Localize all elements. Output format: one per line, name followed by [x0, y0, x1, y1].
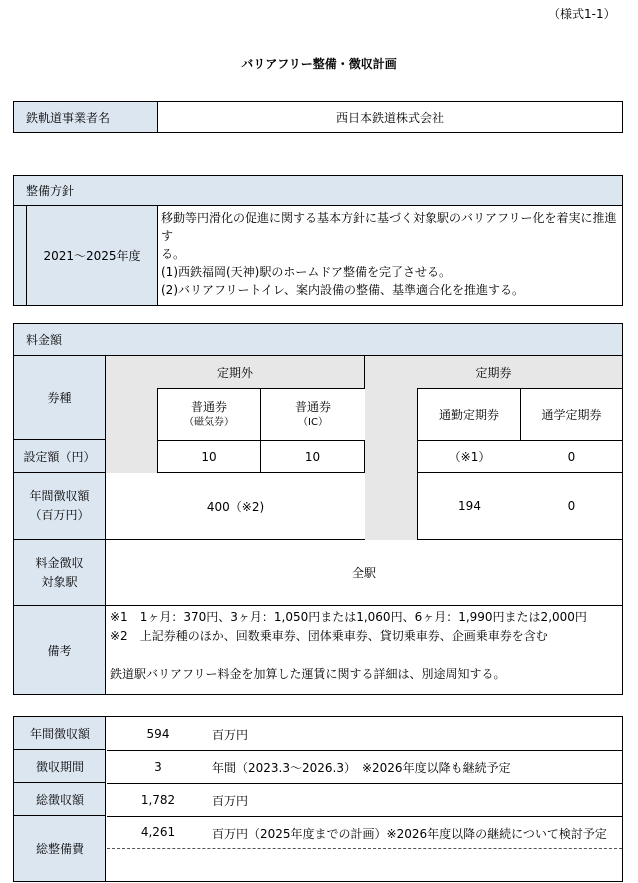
policy-line: る。	[161, 247, 186, 261]
policy-indent	[14, 206, 26, 305]
dashed-divider	[107, 848, 622, 849]
operator-label: 鉄軌道事業者名	[14, 102, 158, 132]
policy-heading: 整備方針	[14, 176, 622, 206]
note-line: ※2 上記券種のほか、回数乗車券、団体乗車券、貸切乗車券、企画乗車券を含む	[110, 629, 548, 643]
fare-heading: 料金額	[14, 324, 622, 356]
summary-box	[13, 716, 623, 882]
summary-total-label: 総徴収額	[14, 783, 106, 816]
ticket-ic	[261, 388, 365, 440]
notes-text	[110, 608, 620, 684]
summary-annual-unit: 百万円	[212, 728, 249, 742]
summary-annual-value: 594	[146, 726, 170, 741]
annual-label-line1: 年間徴収額	[29, 489, 90, 503]
policy-box	[13, 175, 623, 306]
policy-line: 移動等円滑化の促進に関する基本方針に基づく対象駅のバリアフリー化を着実に推進す	[161, 211, 617, 243]
annual-commute: 194	[417, 472, 522, 540]
page-title: バリアフリー整備・徴収計画	[241, 57, 397, 71]
summary-cost-value: 4,261	[140, 825, 176, 839]
summary-period-label: 徴収期間	[14, 750, 106, 783]
summary-cost-unit: 百万円（2025年度までの計画）※2026年度以降の継続について検討予定	[212, 827, 607, 841]
ticket-type-label: 券種	[14, 356, 106, 440]
stations-label-line1: 料金徴収	[35, 555, 84, 570]
set-amount-magnetic: 10	[157, 440, 261, 473]
note-spacer	[110, 646, 620, 665]
stations-label-line2: 対象駅	[41, 574, 78, 589]
policy-line: (1)西鉄福岡(天神)駅のホームドア整備を完了させる。	[161, 265, 452, 279]
summary-period-unit: 年間（2023.3～2026.3） ※2026年度以降も継続予定	[212, 761, 511, 775]
operator-box	[13, 101, 623, 133]
fare-box	[13, 323, 623, 695]
annual-label-line2: （百万円）	[29, 508, 90, 522]
ticket-magnetic-sub: （磁気券）	[184, 416, 234, 428]
operator-value: 西日本鉄道株式会社	[335, 110, 444, 125]
commuter-header: 定期券	[475, 365, 512, 380]
policy-text	[161, 209, 621, 299]
policy-line: (2)バリアフリートイレ、案内設備の整備、基準適合化を推進する。	[161, 283, 524, 297]
summary-cost-label: 総整備費	[35, 842, 84, 856]
policy-period: 2021～2025年度	[26, 206, 158, 305]
annual-school: 0	[521, 473, 622, 540]
notes-label: 備考	[14, 606, 106, 694]
annual-noncommuter: 400（※2)	[106, 473, 365, 540]
stations-value: 全駅	[106, 540, 622, 606]
set-amount-ic: 10	[260, 440, 365, 473]
ticket-magnetic	[157, 388, 261, 440]
set-amount-commute: （※1）	[417, 440, 522, 473]
note-line: ※1 1ヶ月：370円、3ヶ月：1,050円または1,060円、6ヶ月：1,990円または2,000円	[110, 610, 587, 624]
summary-total-value: 1,782	[140, 792, 176, 807]
form-number: （様式1-1）	[548, 7, 616, 21]
set-amount-label: 設定額（円）	[14, 440, 106, 473]
annual-label	[14, 473, 106, 540]
note-line: 鉄道駅バリアフリー料金を加算した運賃に関する詳細は、別途周知する。	[110, 667, 506, 681]
non-commuter-header: 定期外	[216, 365, 253, 380]
ticket-commute: 通勤定期券	[417, 388, 521, 440]
summary-total-unit: 百万円	[212, 794, 249, 808]
summary-annual-label: 年間徴収額	[14, 717, 106, 750]
ticket-school: 通学定期券	[521, 388, 622, 440]
ticket-magnetic-label: 普通券	[190, 399, 227, 414]
ticket-ic-sub: （IC）	[298, 416, 328, 428]
summary-period-value: 3	[154, 759, 162, 774]
ticket-ic-label: 普通券	[294, 399, 331, 414]
set-amount-school: 0	[521, 440, 622, 473]
stations-label	[14, 540, 106, 606]
